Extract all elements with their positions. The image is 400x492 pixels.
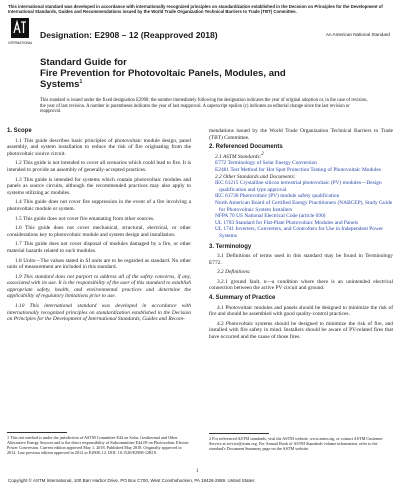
american-national-standard-label: An American National Standard <box>325 32 390 37</box>
reference-link[interactable]: E2481 Test Method for Hot Spot Protection Testing of Photovoltaic Modules <box>215 166 381 173</box>
paragraph-3-2-1: 3.2.1 ground fault, n—a condition where there is an unintended electrical connection between the active PV circuit and ground. <box>209 278 393 292</box>
section-terminology-heading: 3. Terminology <box>209 243 252 250</box>
footnote-1: 1 This test method is under the jurisdiction of ASTM Committee E44 on Solar, Geothermal and Other Alternative Energy Sources and is the direct responsibility of Subcommittee E44.09 on Photovoltaic Electric Power Conversion. Current edition approved May 1, 2018. Published May 2018. Originally approved in 2012. Last previous edition approved in 2012 as E2908–12. DOI: 10.1520/E2908-12R18. <box>7 435 190 456</box>
right-column <box>209 128 393 344</box>
reference-link[interactable]: North American Board of Certified Energy Practitioners (NABCEP), Study Guide for Photovoltaic System Installers <box>215 199 393 213</box>
reference-link[interactable]: UL 1741 Inverters, Converters, and Controllers for Use in Independent Power Systems <box>215 226 384 239</box>
paragraph-1-4: 1.4 This guide does not cover fire suppression in the event of a fire involving a photovoltaic module or system. <box>7 199 191 212</box>
designation-note: This standard is issued under the fixed designation E2908; the number immediately following the designation indicates the year of original adoption or, in the case of revision, the year of last revision. A number in parentheses indicates the year of last reapproval. A superscript epsilon (ε) indicates an editorial change since the last revision or reapproval. <box>40 98 368 115</box>
page-number: 1 <box>196 469 199 474</box>
paragraph-4-1: 4.1 Photovoltaic modules and panels should be designed to minimize the risk of fire and should be assembled with good quality-control practices. <box>209 304 393 318</box>
paragraph-1-9: 1.9 This standard does not purport to address all of the safety concerns, if any, associated with its use. It is the responsibility of the user of this standard to establish appropriate safety, health, and environmental practices and determine the applicability of regulatory limitations prior to use. <box>7 273 191 300</box>
paragraph-1-5: 1.5 This guide does not cover fire emanating from other sources. <box>15 215 155 222</box>
title-line-2: Fire Prevention for Photovoltaic Panels, Modules, and <box>40 68 286 79</box>
astm-logo-icon <box>8 17 32 47</box>
designation: Designation: E2908 – 12 (Reapproved 2018) <box>40 30 218 40</box>
title-line-1: Standard Guide for <box>40 57 127 68</box>
paragraph-1-2: 1.2 This guide is not intended to cover all scenarios which could lead to fire. It is intended to provide an assembly of generally-accepted practices. <box>7 160 191 173</box>
paragraph-1-10: 1.10 This international standard was developed in accordance with internationally recognized principles on standardization established in the Decision on Principles for the Development of International Standards, Guides and Recom- <box>7 303 191 323</box>
paragraph-1-6: 1.6 This guide does not cover mechanical, structural, electrical, or other considerations key to photovoltaic module and system design and installation. <box>7 225 191 238</box>
title-line-3: Systems$^1$ <box>40 78 83 90</box>
title-footnote-mark: 1 <box>79 78 83 85</box>
astm-logo <box>8 17 32 47</box>
paragraph-1-10-continued: mendations issued by the World Trade Organization Technical Barriers to Trade (TBT) Committee. <box>209 128 393 141</box>
footnote-divider <box>209 433 269 434</box>
reference-link[interactable]: IEC 61215 Crystalline silicon terrestrial photovoltaic (PV) modules—Design qualification and type approval <box>215 180 382 193</box>
paragraph-4-2: 4.2 Photovoltaic systems should be designed to minimize the risk of fire, and installed with fire safety in mind. Installers should be aware of PV-related fires that have occurred and the cause of those fires. <box>209 320 393 341</box>
astm-standards-heading: 2.1 ASTM Standards:2 <box>215 151 264 160</box>
paragraph-1-8: 1.8 Units—The values stated in SI units are to be regarded as standard. No other units of measurement are included in this standard. <box>7 257 191 271</box>
left-column <box>7 128 191 326</box>
section-referenced-documents-heading: 2. Referenced Documents <box>209 144 283 151</box>
reference-link[interactable]: NFPA 70 US National Electrical Code (article 690) <box>215 213 326 220</box>
other-standards-heading: 2.2 Other Standards and Documents: <box>215 173 296 180</box>
reference-link[interactable]: IEC 61730 Photovoltaic (PV) module safety qualification <box>215 193 340 200</box>
svg-text:INTERNATIONAL: INTERNATIONAL <box>8 41 32 45</box>
section-summary-heading: 4. Summary of Practice <box>209 295 276 302</box>
paragraph-1-1: 1.1 This guide describes basic principles of photovoltaic module design, panel assembly, and system installation to reduce the risk of fire originating from the photovoltaic source circuit. <box>7 137 191 157</box>
footnote-divider <box>7 432 67 433</box>
paragraph-1-7: 1.7 This guide does not cover disposal of modules damaged by a fire, or other material hazards related to such modules. <box>7 241 191 254</box>
footnote-2: 2 For referenced ASTM standards, visit the ASTM website, www.astm.org, or contact ASTM Customer Service at service@astm.org. For Annual Book of ASTM Standards volume information, refer to the standard's Document Summary page on the ASTM website. <box>209 436 383 452</box>
copyright-line: Copyright © ASTM International, 100 Barr Harbor Drive, PO Box C700, West Conshohocken, PA 19428-2959. United States <box>8 478 255 483</box>
reference-link[interactable]: UL 1703 Standard for Flat-Plate Photovoltaic Modules and Panels <box>215 219 358 226</box>
paragraph-3-2: 3.2 Definitions: <box>217 269 251 276</box>
section-scope-heading: 1. Scope <box>7 128 32 134</box>
international-standard-notice: This international standard was developed in accordance with internationally recognized principles on standardization established in the Decision on Principles for the Development of International Standards, Guides and Recommendations issued by the World Trade Organization Technical Barriers to Trade (TBT) Committee. <box>8 4 383 15</box>
reference-link[interactable]: E772 Terminology of Solar Energy Conversion <box>215 160 317 167</box>
document-title <box>40 57 380 90</box>
paragraph-1-3: 1.3 This guide is intended for systems which contain photovoltaic modules and panels as source circuits, although the recommended practices may also apply to systems utilizing ac modules. <box>7 176 191 196</box>
paragraph-3-1: 3.1 Definitions of terms used in this standard may be found in Terminology E772. <box>209 253 393 266</box>
